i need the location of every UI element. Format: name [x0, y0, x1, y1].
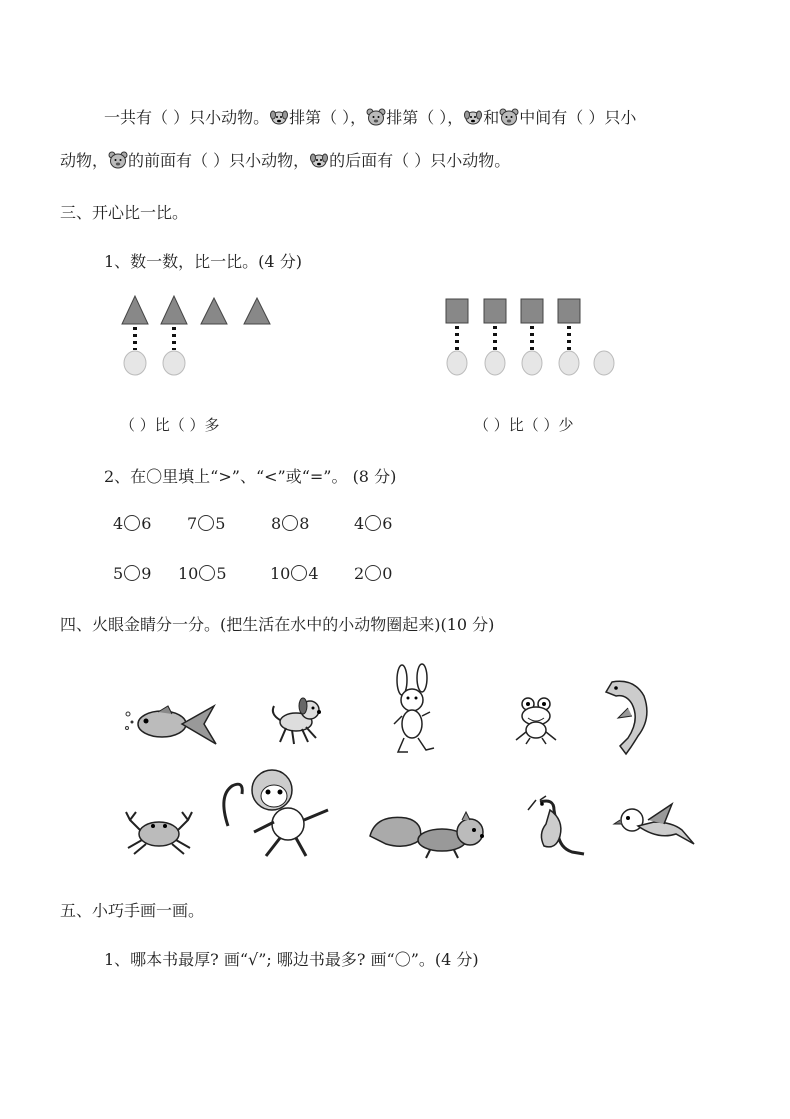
- dog-icon: [309, 150, 329, 170]
- text-segment: 中间有（ ）只小: [519, 108, 637, 127]
- frog-icon[interactable]: [512, 694, 562, 744]
- circle-shape: [559, 351, 579, 375]
- number: 10: [270, 564, 291, 583]
- text-segment: 动物，: [60, 151, 109, 170]
- crab-icon[interactable]: [122, 806, 197, 856]
- blank-circle[interactable]: [291, 565, 307, 581]
- number: 9: [141, 564, 152, 583]
- bear-icon: [499, 107, 519, 127]
- monkey-icon[interactable]: [218, 766, 333, 861]
- circle-shape: [522, 351, 542, 375]
- section-3-title: 三、开心比一比。: [60, 203, 189, 222]
- square-circle-figure: [440, 294, 630, 384]
- text-segment: 排第（ ），: [289, 108, 367, 127]
- squirrel-icon[interactable]: [366, 806, 496, 861]
- question-5-1-label: 1、哪本书最厚? 画“√”; 哪边书最多? 画“〇”。(4 分): [104, 950, 479, 969]
- dog-icon[interactable]: [266, 692, 326, 747]
- shrimp-icon[interactable]: [524, 796, 594, 861]
- triangle-shape: [161, 296, 187, 324]
- bird-icon[interactable]: [614, 800, 699, 855]
- fish-icon[interactable]: [122, 700, 222, 750]
- number: 0: [382, 564, 393, 583]
- compare-item: [178, 564, 227, 583]
- number: 4: [308, 564, 319, 583]
- compare-item: [187, 514, 225, 533]
- number: 8: [299, 514, 310, 533]
- compare-item: [271, 514, 309, 533]
- number: 5: [215, 514, 226, 533]
- number: 5: [216, 564, 227, 583]
- dog-icon: [463, 107, 483, 127]
- number: 4: [354, 514, 365, 533]
- blank-circle[interactable]: [365, 515, 381, 531]
- square-shape: [446, 299, 468, 323]
- triangle-shape: [244, 298, 270, 324]
- text-segment: 排第（ ），: [386, 108, 464, 127]
- circle-shape: [594, 351, 614, 375]
- text-segment: 的前面有（ ）只小动物，: [128, 151, 310, 170]
- compare-item: [113, 564, 151, 583]
- triangle-shape: [201, 298, 227, 324]
- compare-item: [354, 514, 392, 533]
- square-shape: [484, 299, 506, 323]
- number: 10: [178, 564, 199, 583]
- blank-circle[interactable]: [365, 565, 381, 581]
- question-3-2-label: 2、在〇里填上“>”、“<”或“=”。 (8 分): [104, 467, 397, 486]
- number: 6: [382, 514, 393, 533]
- animal-order-line-2: [60, 150, 510, 170]
- question-3-1-label: 1、数一数，比一比。(4 分): [104, 252, 302, 271]
- compare-item: [113, 514, 151, 533]
- rabbit-icon[interactable]: [384, 664, 444, 759]
- circle-shape: [485, 351, 505, 375]
- circle-shape: [124, 351, 146, 375]
- square-shape: [558, 299, 580, 323]
- animal-order-line-1: [104, 107, 636, 127]
- dolphin-icon[interactable]: [598, 674, 658, 759]
- compare-item: [270, 564, 319, 583]
- text-segment: 一共有（ ）只小动物。: [104, 108, 270, 127]
- bear-icon: [108, 150, 128, 170]
- number: 2: [354, 564, 365, 583]
- number: 6: [141, 514, 152, 533]
- compare-item: [354, 564, 392, 583]
- circle-shape: [447, 351, 467, 375]
- text-segment: 的后面有（ ）只小动物。: [329, 151, 511, 170]
- blank-circle[interactable]: [124, 515, 140, 531]
- answer-more: （ ）比（ ）多: [120, 416, 220, 434]
- circle-shape: [163, 351, 185, 375]
- dog-icon: [269, 107, 289, 127]
- answer-less: （ ）比（ ）少: [474, 416, 574, 434]
- blank-circle[interactable]: [124, 565, 140, 581]
- section-4-title: 四、火眼金睛分一分。(把生活在水中的小动物圈起来)(10 分): [60, 615, 495, 634]
- number: 8: [271, 514, 282, 533]
- section-5-title: 五、小巧手画一画。: [60, 901, 205, 920]
- text-segment: 和: [483, 108, 500, 127]
- number: 4: [113, 514, 124, 533]
- bear-icon: [366, 107, 386, 127]
- triangle-shape: [122, 296, 148, 324]
- triangle-circle-figure: [115, 294, 285, 384]
- blank-circle[interactable]: [282, 515, 298, 531]
- square-shape: [521, 299, 543, 323]
- blank-circle[interactable]: [199, 565, 215, 581]
- number: 5: [113, 564, 124, 583]
- blank-circle[interactable]: [198, 515, 214, 531]
- number: 7: [187, 514, 198, 533]
